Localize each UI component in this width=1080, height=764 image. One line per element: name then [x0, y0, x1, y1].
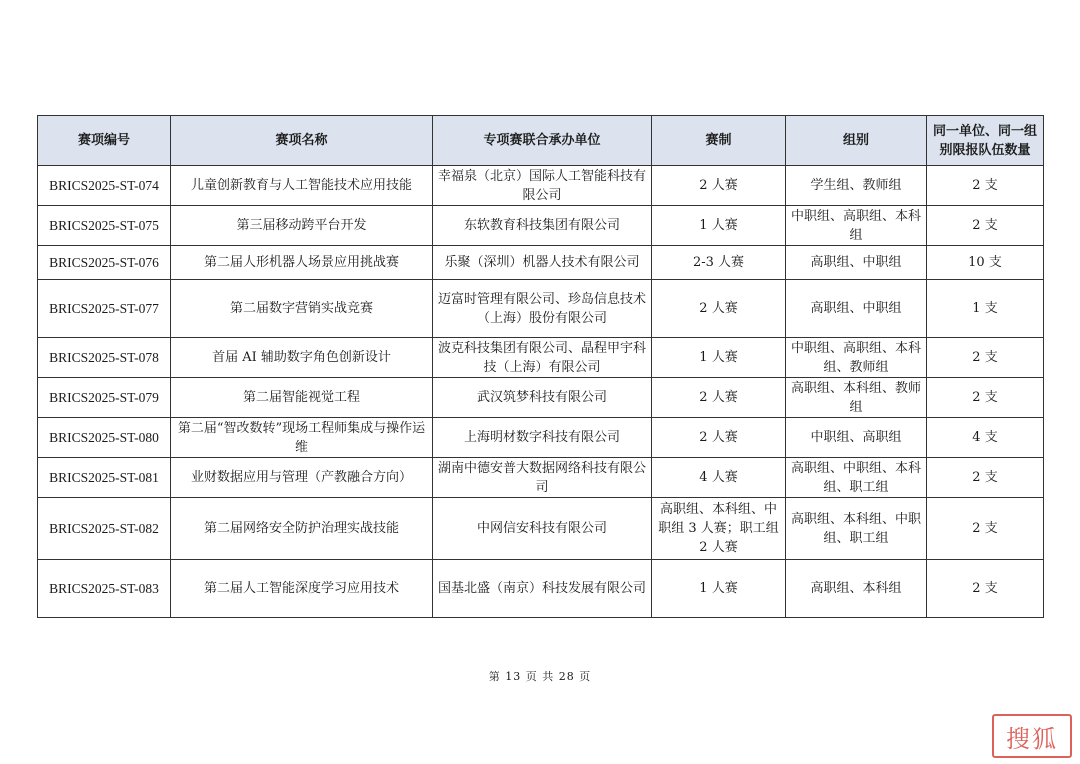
- cell-group: 高职组、本科组、教师组: [786, 378, 927, 418]
- table-row: [38, 498, 1044, 560]
- table-row: [38, 418, 1044, 458]
- table-row: [38, 458, 1044, 498]
- cell-limit: 2 支: [927, 338, 1044, 378]
- cell-limit: 1 支: [927, 280, 1044, 338]
- header-group: 组别: [786, 116, 927, 166]
- page-number-footer: 第 13 页 共 28 页: [488, 670, 592, 683]
- table-row: [38, 166, 1044, 206]
- cell-limit: 2 支: [927, 166, 1044, 206]
- cell-group: 中职组、高职组、本科组、教师组: [786, 338, 927, 378]
- table-row: [38, 378, 1044, 418]
- cell-format: 2 人赛: [652, 280, 786, 338]
- cell-code: BRICS2025-ST-078: [38, 338, 171, 378]
- cell-group: 高职组、中职组: [786, 280, 927, 338]
- cell-limit: 2 支: [927, 206, 1044, 246]
- header-limit: 同一单位、同一组别限报队伍数量: [927, 116, 1044, 166]
- cell-group: 中职组、高职组: [786, 418, 927, 458]
- cell-format: 2 人赛: [652, 418, 786, 458]
- cell-format: 2-3 人赛: [652, 246, 786, 280]
- cell-org: 湖南中德安普大数据网络科技有限公司: [433, 458, 652, 498]
- cell-name: 第二届人工智能深度学习应用技术: [171, 560, 433, 618]
- cell-org: 中网信安科技有限公司: [433, 498, 652, 560]
- cell-code: BRICS2025-ST-080: [38, 418, 171, 458]
- cell-code: BRICS2025-ST-075: [38, 206, 171, 246]
- cell-code: BRICS2025-ST-076: [38, 246, 171, 280]
- cell-format: 高职组、本科组、中职组 3 人赛；职工组 2 人赛: [652, 498, 786, 560]
- cell-format: 4 人赛: [652, 458, 786, 498]
- cell-group: 高职组、本科组、中职组、职工组: [786, 498, 927, 560]
- cell-name: 第三届移动跨平台开发: [171, 206, 433, 246]
- cell-org: 迈富时管理有限公司、珍岛信息技术（上海）股份有限公司: [433, 280, 652, 338]
- cell-name: 儿童创新教育与人工智能技术应用技能: [171, 166, 433, 206]
- cell-name: 首届 AI 辅助数字角色创新设计: [171, 338, 433, 378]
- header-name: 赛项名称: [171, 116, 433, 166]
- cell-org: 东软教育科技集团有限公司: [433, 206, 652, 246]
- cell-limit: 2 支: [927, 498, 1044, 560]
- cell-group: 高职组、中职组、本科组、职工组: [786, 458, 927, 498]
- header-org: 专项赛联合承办单位: [433, 116, 652, 166]
- cell-format: 1 人赛: [652, 560, 786, 618]
- cell-format: 1 人赛: [652, 206, 786, 246]
- cell-name: 第二届智能视觉工程: [171, 378, 433, 418]
- cell-limit: 10 支: [927, 246, 1044, 280]
- header-format: 赛制: [652, 116, 786, 166]
- cell-limit: 2 支: [927, 560, 1044, 618]
- cell-limit: 2 支: [927, 458, 1044, 498]
- sohu-seal-logo: 搜狐: [992, 714, 1072, 758]
- cell-group: 高职组、本科组: [786, 560, 927, 618]
- header-code: 赛项编号: [38, 116, 171, 166]
- cell-name: 第二届网络安全防护治理实战技能: [171, 498, 433, 560]
- cell-code: BRICS2025-ST-079: [38, 378, 171, 418]
- cell-org: 幸福泉（北京）国际人工智能科技有限公司: [433, 166, 652, 206]
- cell-org: 乐聚（深圳）机器人技术有限公司: [433, 246, 652, 280]
- table-row: [38, 560, 1044, 618]
- cell-format: 2 人赛: [652, 378, 786, 418]
- table-row: [38, 206, 1044, 246]
- cell-code: BRICS2025-ST-082: [38, 498, 171, 560]
- cell-format: 2 人赛: [652, 166, 786, 206]
- cell-code: BRICS2025-ST-077: [38, 280, 171, 338]
- table-row: [38, 338, 1044, 378]
- cell-org: 上海明材数字科技有限公司: [433, 418, 652, 458]
- cell-org: 武汉筑梦科技有限公司: [433, 378, 652, 418]
- cell-name: 第二届数字营销实战竞赛: [171, 280, 433, 338]
- cell-code: BRICS2025-ST-074: [38, 166, 171, 206]
- cell-limit: 4 支: [927, 418, 1044, 458]
- cell-code: BRICS2025-ST-081: [38, 458, 171, 498]
- cell-group: 中职组、高职组、本科组: [786, 206, 927, 246]
- cell-name: 业财数据应用与管理（产教融合方向）: [171, 458, 433, 498]
- cell-name: 第二届人形机器人场景应用挑战赛: [171, 246, 433, 280]
- cell-limit: 2 支: [927, 378, 1044, 418]
- table-row: [38, 246, 1044, 280]
- cell-org: 国基北盛（南京）科技发展有限公司: [433, 560, 652, 618]
- cell-group: 学生组、教师组: [786, 166, 927, 206]
- cell-org: 波克科技集团有限公司、晶程甲宇科技（上海）有限公司: [433, 338, 652, 378]
- cell-group: 高职组、中职组: [786, 246, 927, 280]
- competition-table: [37, 115, 1044, 618]
- cell-name: 第二届“智改数转”现场工程师集成与操作运维: [171, 418, 433, 458]
- cell-code: BRICS2025-ST-083: [38, 560, 171, 618]
- table-row: [38, 280, 1044, 338]
- cell-format: 1 人赛: [652, 338, 786, 378]
- table-header-row: [38, 116, 1044, 166]
